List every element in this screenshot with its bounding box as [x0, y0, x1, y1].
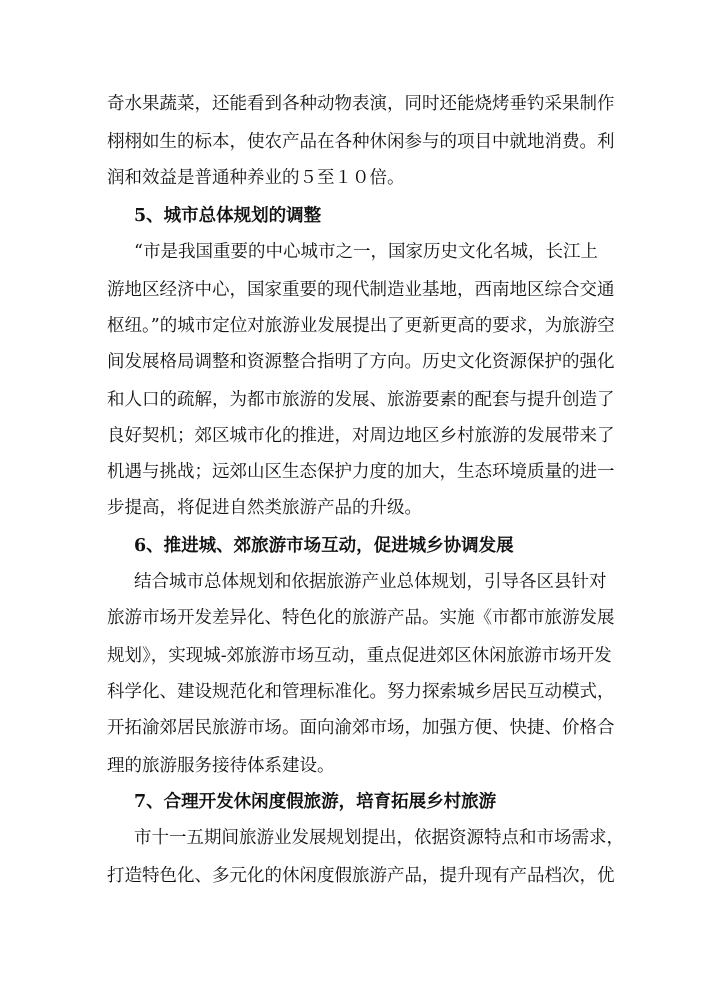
paragraph-line: 润和效益是普通种养业的５至１０倍。	[107, 168, 405, 188]
paragraph-line: 奇水果蔬菜，还能看到各种动物表演，同时还能烧烤垂钓采果制作	[107, 94, 615, 114]
paragraph-line: “市是我国重要的中心城市之一，国家历史文化名城，长江上	[134, 242, 598, 262]
paragraph-line: 机遇与挑战；远郊山区生态保护力度的加大，生态环境质量的进一	[107, 462, 615, 482]
paragraph-line: 栩栩如生的标本，使农产品在各种休闲参与的项目中就地消费。利	[107, 132, 615, 152]
paragraph-line: 和人口的疏解，为都市旅游的发展、旅游要素的配套与提升创造了	[107, 390, 615, 410]
paragraph-line: 枢纽。”的城市定位对旅游业发展提出了更新更高的要求，为旅游空	[107, 316, 615, 336]
paragraph-line: 打造特色化、多元化的休闲度假旅游产品，提升现有产品档次，优	[107, 866, 615, 886]
section-heading-6: 6、推进城、郊旅游市场互动，促进城乡协调发展	[134, 536, 514, 556]
section-heading-7: 7、合理开发休闲度假旅游，培育拓展乡村旅游	[134, 792, 497, 812]
paragraph-line: 理的旅游服务接待体系建设。	[107, 756, 335, 776]
paragraph-line: 科学化、建设规范化和管理标准化。努力探索城乡居民互动模式，	[107, 682, 615, 702]
paragraph-line: 良好契机；郊区城市化的推进，对周边地区乡村旅游的发展带来了	[107, 426, 615, 446]
paragraph-line: 开拓渝郊居民旅游市场。面向渝郊市场，加强方便、快捷、价格合	[107, 718, 615, 738]
paragraph-line: 旅游市场开发差异化、特色化的旅游产品。实施《市都市旅游发展	[107, 608, 615, 628]
paragraph-line: 市十一五期间旅游业发展规划提出，依据资源特点和市场需求，	[134, 828, 624, 848]
paragraph-line: 规划》，实现城-郊旅游市场互动，重点促进郊区休闲旅游市场开发	[107, 646, 612, 666]
paragraph-line: 步提高，将促进自然类旅游产品的升级。	[107, 498, 422, 518]
paragraph-line: 结合城市总体规划和依据旅游产业总体规划，引导各区县针对	[134, 572, 607, 592]
paragraph-line: 游地区经济中心，国家重要的现代制造业基地，西南地区综合交通	[107, 280, 615, 300]
section-heading-5: 5、城市总体规划的调整	[134, 206, 322, 226]
paragraph-line: 间发展格局调整和资源整合指明了方向。历史文化资源保护的强化	[107, 352, 615, 372]
